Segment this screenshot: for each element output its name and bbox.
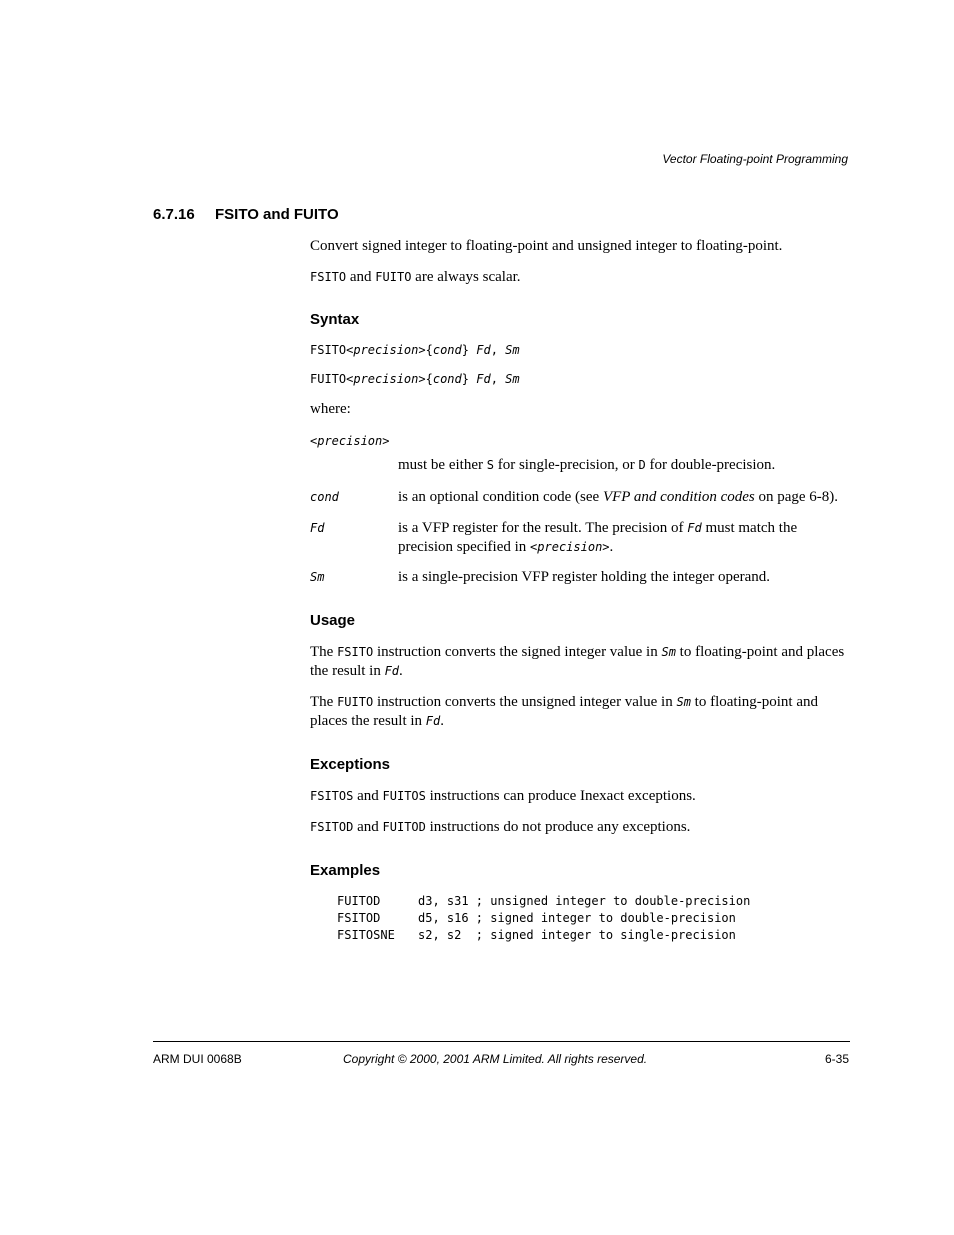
examples-heading: Examples — [310, 862, 381, 879]
footer-doc-id: ARM DUI 0068B — [153, 1052, 242, 1066]
intro-paragraph-2: FSITO and FUITO are always scalar. — [310, 269, 521, 285]
usage-paragraph-2: The FUITO instruction converts the unsigned integer value in Sm to floating-point and places the result in Fd. — [310, 694, 818, 729]
syntax-line-fuito: FUITO<precision>{cond} Fd, Sm — [310, 372, 520, 386]
param-desc-cond: is an optional condition code (see VFP and condition codes on page 6-8). — [398, 489, 839, 505]
param-term-precision: <precision> — [310, 434, 390, 448]
running-header: Vector Floating-point Programming — [662, 152, 848, 166]
code-fsito: FSITO — [310, 270, 347, 284]
footer-copyright: Copyright © 2000, 2001 ARM Limited. All rights reserved. — [343, 1052, 648, 1066]
usage-heading: Usage — [310, 612, 356, 629]
intro-paragraph-1: Convert signed integer to floating-point and unsigned integer to floating-point. — [310, 238, 783, 254]
section-number: 6.7.16 — [153, 206, 195, 223]
param-term-cond: cond — [310, 490, 339, 504]
syntax-line-fsito: FSITO<precision>{cond} Fd, Sm — [310, 343, 520, 357]
syntax-heading: Syntax — [310, 311, 360, 328]
section-title — [153, 206, 339, 223]
param-desc-precision: must be either S for single-precision, or D for double-precision. — [398, 457, 776, 473]
example-row: FUITOD d3, s31 ; unsigned integer to double-precision — [337, 894, 751, 908]
param-term-fd: Fd — [310, 521, 325, 535]
footer-divider — [153, 1041, 850, 1042]
section-title-text: FSITO and FUITO — [215, 206, 339, 223]
param-term-sm: Sm — [310, 570, 325, 584]
exceptions-heading: Exceptions — [310, 756, 391, 773]
example-row: FSITOD d5, s16 ; signed integer to double-precision — [337, 911, 736, 925]
example-row: FSITOSNE s2, s2 ; signed integer to single-precision — [337, 928, 736, 942]
example-code-block — [337, 893, 750, 944]
param-desc-sm: is a single-precision VFP register holding the integer operand. — [398, 569, 771, 585]
param-desc-fd: is a VFP register for the result. The precision of Fd must match the precision specified in <precision>. — [398, 520, 798, 555]
cross-reference-link[interactable]: VFP and condition codes — [602, 489, 755, 505]
exceptions-paragraph-2: FSITOD and FUITOD instructions do not produce any exceptions. — [310, 819, 691, 835]
where-label: where: — [310, 401, 351, 417]
exceptions-paragraph-1: FSITOS and FUITOS instructions can produce Inexact exceptions. — [310, 788, 696, 804]
footer-page-number: 6-35 — [824, 1052, 849, 1066]
usage-paragraph-1: The FSITO instruction converts the signed integer value in Sm to floating-point and places the result in Fd. — [310, 644, 845, 679]
code-fuito: FUITO — [375, 270, 412, 284]
